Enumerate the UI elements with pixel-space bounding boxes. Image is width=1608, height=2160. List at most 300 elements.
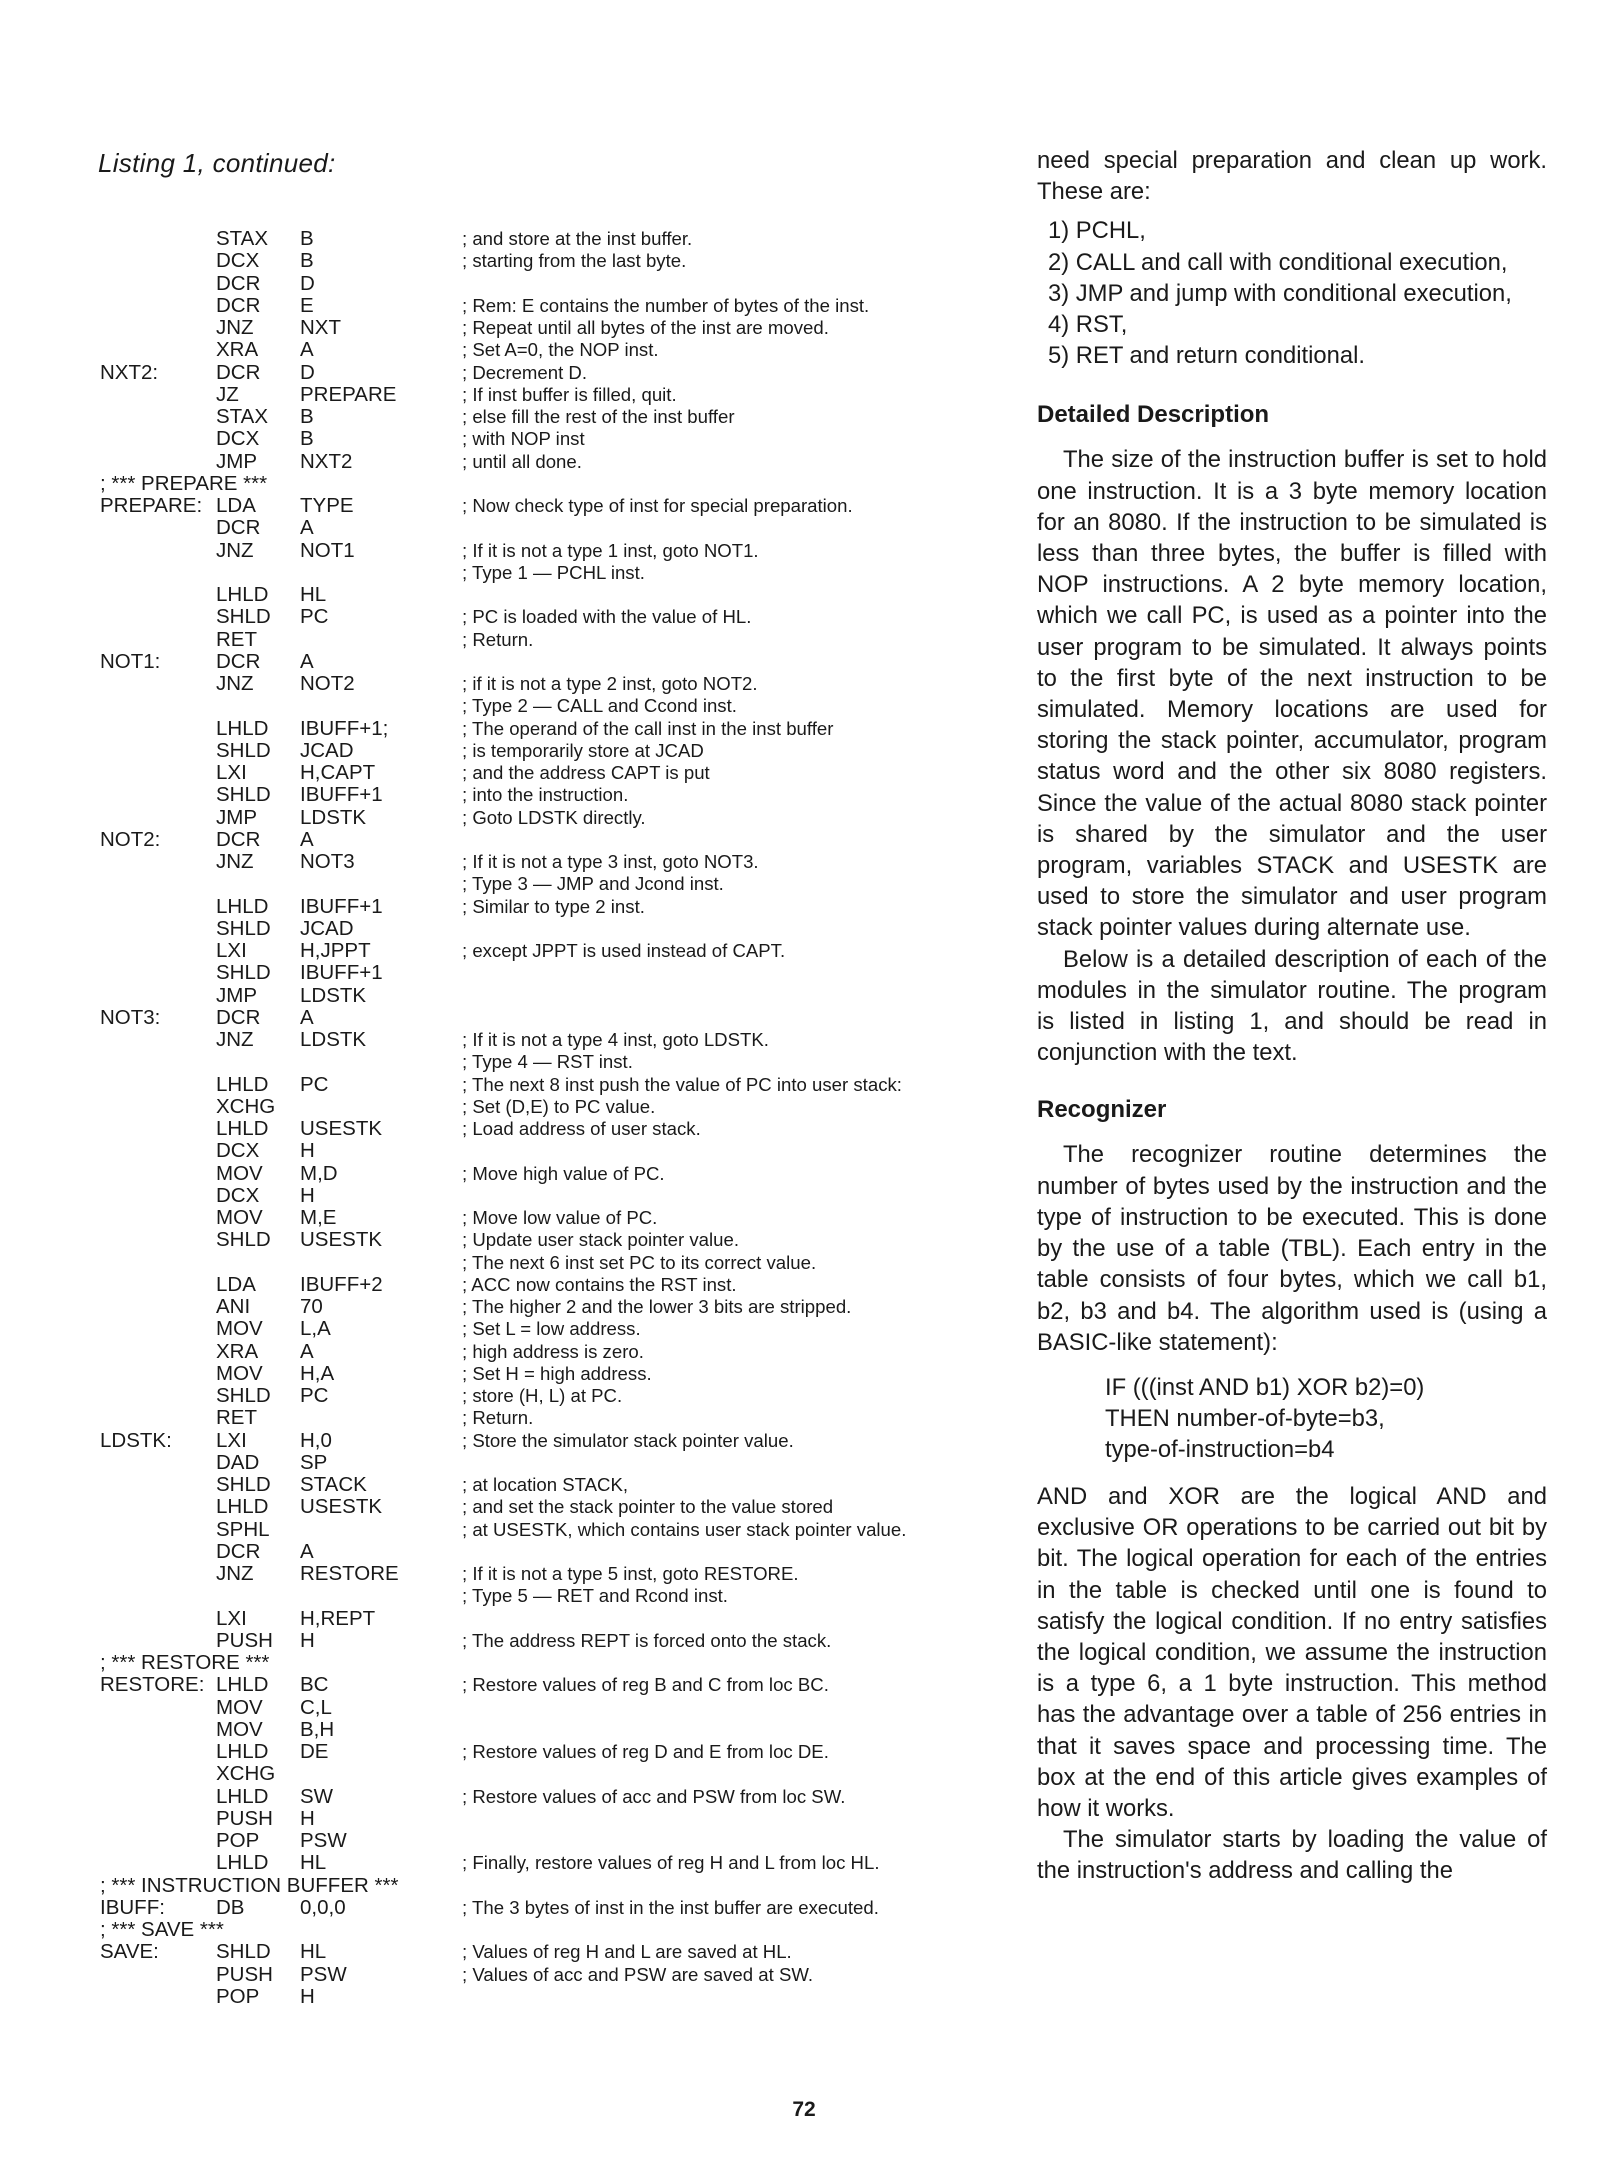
opcode: MOV — [216, 1161, 263, 1185]
comment: ; Return. — [462, 1407, 534, 1429]
listing-line — [100, 695, 1000, 717]
listing-line — [100, 1986, 1000, 2008]
operand: H — [300, 1628, 315, 1652]
comment: ; If it is not a type 3 inst, goto NOT3. — [462, 851, 759, 872]
listing-line — [100, 1274, 1000, 1296]
comment: ; If it is not a type 5 inst, goto RESTORE. — [462, 1563, 799, 1584]
comment: ; Restore values of reg D and E from loc DE. — [462, 1741, 829, 1762]
line-label: NXT2: — [100, 360, 159, 384]
line-label: IBUFF: — [100, 1895, 165, 1919]
operand: HL — [300, 1940, 327, 1964]
opcode: SHLD — [216, 783, 271, 807]
opcode: LHLD — [216, 1784, 269, 1808]
listing-line — [100, 829, 1000, 851]
listing-line — [100, 428, 1000, 450]
operand: B — [300, 427, 314, 451]
opcode: MOV — [216, 1206, 263, 1229]
opcode: LHLD — [216, 583, 269, 606]
listing-line — [100, 629, 1000, 651]
operand: IBUFF+1 — [300, 783, 383, 807]
listing-line — [100, 1229, 1000, 1251]
operand: PC — [300, 605, 329, 629]
listing-line — [100, 1763, 1000, 1785]
opcode: LHLD — [216, 1117, 269, 1140]
operand: A — [300, 1005, 314, 1029]
opcode: LXI — [216, 1428, 247, 1452]
comment: ; and store at the inst buffer. — [462, 228, 693, 249]
line-label: SAVE: — [100, 1940, 159, 1964]
opcode: JNZ — [216, 1028, 254, 1051]
opcode: JNZ — [216, 316, 254, 339]
listing-line — [100, 1852, 1000, 1874]
operand: A — [300, 338, 314, 362]
listing-line — [100, 985, 1000, 1007]
comment: ; If it is not a type 1 inst, goto NOT1. — [462, 539, 759, 561]
section-header-text: ; *** SAVE *** — [100, 1918, 224, 1941]
opcode: XRA — [216, 1339, 259, 1363]
operand: USESTK — [300, 1228, 383, 1252]
listing-line — [100, 339, 1000, 361]
listing-line — [100, 540, 1000, 562]
formula-line: IF (((inst AND b1) XOR b2)=0) — [1105, 1373, 1425, 1401]
special-instruction-list — [1037, 215, 1547, 371]
listing-line — [100, 1185, 1000, 1207]
listing-line — [100, 295, 1000, 317]
listing-line — [100, 1029, 1000, 1051]
operand: LDSTK — [300, 1028, 367, 1051]
comment: ; Finally, restore values of reg H and L from loc HL. — [462, 1852, 880, 1874]
operand: D — [300, 360, 315, 384]
operand: LDSTK — [300, 805, 367, 829]
operand: SP — [300, 1450, 328, 1474]
paragraph: The simulator starts by loading the value of the instruction's address and calling the — [1037, 1826, 1547, 1885]
section-header-text: ; *** RESTORE *** — [100, 1651, 270, 1674]
listing-line — [100, 1674, 1000, 1696]
opcode: LHLD — [216, 1851, 269, 1875]
listing-line — [100, 517, 1000, 539]
operand: NOT1 — [300, 538, 355, 562]
listing-line — [100, 918, 1000, 940]
comment: ; with NOP inst — [462, 428, 585, 450]
comment: ; If it is not a type 4 inst, goto LDSTK. — [462, 1029, 769, 1050]
operand: H,JPPT — [300, 939, 371, 962]
operand: L,A — [300, 1317, 331, 1341]
listing-line — [100, 1897, 1000, 1919]
comment: ; The operand of the call inst in the inst buffer — [462, 717, 834, 739]
paragraph: The recognizer routine determines the number of bytes used by the instruction and the type of instruction to be executed. This is done by the use of a table (TBL). Each entry in the table consists of four bytes, which we call b1, b2, b3 and b4. The algorithm used is (using a BASIC-like statement): — [1037, 1141, 1547, 1356]
opcode: PUSH — [216, 1806, 273, 1830]
operand: PC — [300, 1384, 329, 1407]
opcode: SHLD — [216, 1384, 271, 1407]
comment: ; Type 2 — CALL and Ccond inst. — [462, 695, 737, 717]
operand: 0,0,0 — [300, 1895, 346, 1919]
opcode: MOV — [216, 1361, 263, 1385]
listing-line — [100, 1563, 1000, 1585]
listing-line — [100, 1741, 1000, 1763]
operand: IBUFF+1 — [300, 961, 383, 985]
comment: ; If inst buffer is filled, quit. — [462, 383, 677, 405]
opcode: DCX — [216, 1139, 260, 1163]
listing-line — [100, 1007, 1000, 1029]
operand: NXT2 — [300, 449, 353, 473]
listing-line — [100, 228, 1000, 250]
comment: ; into the instruction. — [462, 784, 629, 806]
listing-line — [100, 1808, 1000, 1830]
intro-text: need special preparation and clean up work. These are: — [1037, 147, 1547, 206]
paragraph: AND and XOR are the logical AND and exclusive OR operations to be carried out bit by bit. The logical operation for each of the entries in the table is checked until one is found to satisfy the logical condition. If no entry satisfies the logical condition, we assume the instruction is a type 6, a 1 byte instruction. This method has the advantage over a table of 256 entries in that it saves space and processing time. The box at the end of this article gives examples of how it works. — [1037, 1482, 1547, 1822]
comment: ; Move low value of PC. — [462, 1207, 658, 1228]
operand: PREPARE — [300, 382, 397, 406]
comment: ; PC is loaded with the value of HL. — [462, 606, 752, 628]
opcode: DCR — [216, 360, 261, 384]
opcode: LHLD — [216, 1673, 269, 1697]
operand: IBUFF+1 — [300, 894, 383, 918]
operand: JCAD — [300, 738, 354, 762]
operand: USESTK — [300, 1117, 383, 1140]
listing-caption: Listing 1, continued: — [98, 148, 336, 178]
opcode: SPHL — [216, 1517, 270, 1541]
opcode: PUSH — [216, 1962, 273, 1986]
listing-line — [100, 1941, 1000, 1963]
opcode: JNZ — [216, 1562, 254, 1585]
comment: ; Load address of user stack. — [462, 1118, 701, 1139]
listing-line — [100, 584, 1000, 606]
listing-line — [100, 1608, 1000, 1630]
operand: C,L — [300, 1695, 332, 1719]
line-label: RESTORE: — [100, 1673, 205, 1697]
opcode: DCX — [216, 427, 260, 451]
listing-line — [100, 1363, 1000, 1385]
comment: ; Goto LDSTK directly. — [462, 806, 646, 828]
comment: ; Type 3 — JMP and Jcond inst. — [462, 873, 724, 895]
list-item: 3) JMP and jump with conditional execution, — [1048, 279, 1512, 307]
operand: STACK — [300, 1473, 367, 1496]
operand: HL — [300, 583, 327, 606]
operand: H — [300, 1984, 315, 2008]
opcode: LXI — [216, 761, 247, 784]
comment: ; is temporarily store at JCAD — [462, 739, 704, 761]
section-heading-recognizer: Recognizer — [1037, 1096, 1167, 1124]
listing-line — [100, 1051, 1000, 1073]
listing-line — [100, 896, 1000, 918]
operand: JCAD — [300, 916, 354, 940]
operand: M,E — [300, 1206, 337, 1229]
algorithm-formula — [1105, 1372, 1547, 1465]
comment: ; at USESTK, which contains user stack pointer value. — [462, 1518, 907, 1540]
opcode: SHLD — [216, 605, 271, 629]
operand: A — [300, 1539, 314, 1563]
listing-line — [100, 740, 1000, 762]
opcode: XCHG — [216, 1094, 276, 1118]
listing-line — [100, 1786, 1000, 1808]
comment: ; Store the simulator stack pointer value. — [462, 1429, 794, 1451]
comment: ; Set (D,E) to PC value. — [462, 1095, 656, 1117]
operand: TYPE — [300, 494, 354, 517]
listing-line — [100, 1096, 1000, 1118]
comment: ; Restore values of reg B and C from loc BC. — [462, 1674, 829, 1696]
listing-line — [100, 1519, 1000, 1541]
operand: PC — [300, 1072, 329, 1096]
operand: A — [300, 649, 314, 673]
listing-line — [100, 1630, 1000, 1652]
comment: ; else fill the rest of the inst buffer — [462, 406, 735, 427]
listing-line — [100, 1474, 1000, 1496]
opcode: MOV — [216, 1695, 263, 1719]
opcode: DCX — [216, 1183, 260, 1207]
opcode: XCHG — [216, 1762, 276, 1786]
comment: ; The higher 2 and the lower 3 bits are stripped. — [462, 1296, 852, 1317]
listing-line — [100, 851, 1000, 873]
opcode: LHLD — [216, 894, 269, 918]
operand: 70 — [300, 1295, 323, 1318]
operand: NOT2 — [300, 672, 355, 695]
opcode: SHLD — [216, 1940, 271, 1964]
comment: ; until all done. — [462, 450, 582, 472]
listing-line — [100, 807, 1000, 829]
operand: H — [300, 1139, 315, 1163]
paragraph: The size of the instruction buffer is set to hold one instruction. It is a 3 byte memory location for an 8080. If the instruction to be simulated is less than three bytes, the buffer is filled with NOP instructions. A 2 byte memory location, which we call PC, is used as a pointer into the user program to be simulated. It always points to the first byte of the next instruction to be simulated. Memory locations are used for storing the stack pointer, accumulator, program status word and the other six 8080 registers. Since the value of the actual 8080 stack pointer is shared by the simulator and the user program, variables STACK and USESTK are used to store the simulator and user program stack pointer values during alternate use. — [1037, 446, 1547, 942]
listing-line — [100, 451, 1000, 473]
listing-line — [100, 1296, 1000, 1318]
listing-line — [100, 1407, 1000, 1429]
operand: BC — [300, 1673, 329, 1697]
opcode: DB — [216, 1895, 245, 1919]
paragraph: Below is a detailed description of each of the modules in the simulator routine. The program is listed in listing 1, and should be read in conjunction with the text. — [1037, 945, 1547, 1067]
comment: ; Set L = low address. — [462, 1318, 641, 1340]
listing-line — [100, 1252, 1000, 1274]
opcode: JNZ — [216, 850, 254, 873]
operand: H,CAPT — [300, 761, 376, 784]
formula-line: THEN number-of-byte=b3, — [1105, 1404, 1385, 1432]
comment: ; and the address CAPT is put — [462, 762, 710, 783]
operand: M,D — [300, 1161, 338, 1185]
list-item: 1) PCHL, — [1048, 217, 1146, 245]
comment: ; Set A=0, the NOP inst. — [462, 339, 659, 361]
listing-line — [100, 1496, 1000, 1518]
comment: ; Repeat until all bytes of the inst are moved. — [462, 317, 829, 338]
listing-line — [100, 1585, 1000, 1607]
listing-line — [100, 1385, 1000, 1407]
opcode: POP — [216, 1829, 260, 1852]
comment: ; Type 1 — PCHL inst. — [462, 561, 645, 583]
listing-line — [100, 962, 1000, 984]
operand: HL — [300, 1851, 327, 1875]
listing-line — [100, 1318, 1000, 1340]
listing-line — [100, 873, 1000, 895]
listing-line — [100, 273, 1000, 295]
formula-line: type-of-instruction=b4 — [1105, 1435, 1335, 1463]
line-label: NOT2: — [100, 827, 161, 851]
section-heading-detailed-description: Detailed Description — [1037, 401, 1270, 429]
opcode: SHLD — [216, 1228, 271, 1252]
operand: SW — [300, 1784, 334, 1808]
listing-section-header — [100, 1875, 1000, 1897]
opcode: DCX — [216, 249, 260, 273]
opcode: DAD — [216, 1450, 260, 1474]
operand: D — [300, 271, 315, 295]
comment: ; Type 4 — RST inst. — [462, 1051, 633, 1073]
list-item: 4) RST, — [1048, 311, 1128, 339]
operand: USESTK — [300, 1495, 383, 1519]
comment: ; Rem: E contains the number of bytes of the inst. — [462, 294, 870, 316]
listing-line — [100, 1541, 1000, 1563]
comment: ; ACC now contains the RST inst. — [462, 1273, 737, 1295]
article-text-column — [1037, 145, 1547, 1887]
comment: ; starting from the last byte. — [462, 250, 687, 272]
listing-line — [100, 651, 1000, 673]
opcode: ANI — [216, 1295, 251, 1318]
operand: NOT3 — [300, 850, 355, 873]
opcode: DCR — [216, 1005, 261, 1029]
listing-line — [100, 1964, 1000, 1986]
opcode: SHLD — [216, 1473, 271, 1496]
listing-line — [100, 606, 1000, 628]
opcode: LHLD — [216, 1740, 269, 1763]
opcode: JMP — [216, 983, 257, 1007]
listing-line — [100, 762, 1000, 784]
listing-line — [100, 718, 1000, 740]
listing-line — [100, 1140, 1000, 1162]
operand: A — [300, 516, 314, 540]
opcode: RET — [216, 1406, 257, 1430]
operand: B — [300, 405, 314, 428]
opcode: JMP — [216, 805, 257, 829]
listing-line — [100, 1430, 1000, 1452]
opcode: SHLD — [216, 961, 271, 985]
operand: H,A — [300, 1361, 335, 1385]
opcode: SHLD — [216, 916, 271, 940]
operand: H,0 — [300, 1428, 332, 1452]
line-label: NOT1: — [100, 649, 161, 673]
comment: ; store (H, L) at PC. — [462, 1385, 623, 1406]
opcode: LDA — [216, 1272, 256, 1296]
comment: ; The address REPT is forced onto the stack. — [462, 1629, 832, 1651]
opcode: POP — [216, 1984, 260, 2008]
operand: PSW — [300, 1829, 347, 1852]
operand: H — [300, 1806, 315, 1830]
operand: RESTORE — [300, 1562, 399, 1585]
opcode: MOV — [216, 1717, 263, 1741]
page-number: 72 — [792, 2098, 816, 2121]
operand: PSW — [300, 1962, 347, 1986]
line-label: LDSTK: — [100, 1428, 172, 1452]
listing-line — [100, 940, 1000, 962]
opcode: DCR — [216, 271, 261, 295]
listing-section-header — [100, 1919, 1000, 1941]
opcode: JNZ — [216, 538, 254, 562]
list-item: 5) RET and return conditional. — [1048, 342, 1366, 370]
code-listing — [100, 228, 1000, 2008]
listing-section-header — [100, 473, 1000, 495]
operand: DE — [300, 1740, 329, 1763]
listing-line — [100, 406, 1000, 428]
operand: B — [300, 249, 314, 273]
comment: ; Update user stack pointer value. — [462, 1229, 739, 1251]
opcode: LXI — [216, 939, 247, 962]
comment: ; Similar to type 2 inst. — [462, 895, 645, 917]
listing-section-header — [100, 1652, 1000, 1674]
comment: ; Return. — [462, 628, 534, 650]
opcode: MOV — [216, 1317, 263, 1341]
operand: NXT — [300, 316, 341, 339]
listing-line — [100, 1207, 1000, 1229]
comment: ; Values of acc and PSW are saved at SW. — [462, 1963, 814, 1985]
comment: ; Values of reg H and L are saved at HL. — [462, 1941, 792, 1963]
operand: H — [300, 1183, 315, 1207]
opcode: STAX — [216, 405, 269, 428]
listing-line — [100, 250, 1000, 272]
listing-line — [100, 1163, 1000, 1185]
listing-line — [100, 1341, 1000, 1363]
line-label: PREPARE: — [100, 494, 203, 517]
section-header-text: ; *** PREPARE *** — [100, 471, 268, 495]
listing-line — [100, 317, 1000, 339]
operand: E — [300, 293, 314, 317]
comment: ; The next 6 inst set PC to its correct value. — [462, 1251, 817, 1273]
comment: ; Decrement D. — [462, 361, 588, 383]
operand: B,H — [300, 1717, 335, 1741]
opcode: DCR — [216, 1539, 261, 1563]
listing-line — [100, 362, 1000, 384]
line-label: NOT3: — [100, 1005, 161, 1029]
opcode: JNZ — [216, 672, 254, 695]
comment: ; and set the stack pointer to the value stored — [462, 1496, 834, 1518]
opcode: PUSH — [216, 1628, 273, 1652]
listing-line — [100, 673, 1000, 695]
comment: ; high address is zero. — [462, 1340, 644, 1362]
opcode: JMP — [216, 449, 257, 473]
listing-line — [100, 1697, 1000, 1719]
opcode: LHLD — [216, 1495, 269, 1519]
opcode: DCR — [216, 649, 261, 673]
listing-line — [100, 562, 1000, 584]
opcode: STAX — [216, 227, 269, 250]
listing-line — [100, 1452, 1000, 1474]
comment: ; The next 8 inst push the value of PC into user stack: — [462, 1073, 902, 1095]
operand: A — [300, 827, 314, 851]
operand: B — [300, 227, 314, 250]
comment: ; Set H = high address. — [462, 1362, 652, 1384]
operand: IBUFF+2 — [300, 1272, 383, 1296]
listing-line — [100, 1074, 1000, 1096]
list-item: 2) CALL and call with conditional execution, — [1048, 248, 1508, 276]
opcode: DCR — [216, 827, 261, 851]
comment: ; at location STACK, — [462, 1474, 629, 1495]
comment: ; Now check type of inst for special preparation. — [462, 495, 853, 516]
comment: ; Restore values of acc and PSW from loc SW. — [462, 1785, 846, 1807]
opcode: DCR — [216, 293, 261, 317]
opcode: LDA — [216, 494, 256, 517]
opcode: RET — [216, 627, 257, 651]
comment: ; if it is not a type 2 inst, goto NOT2. — [462, 673, 758, 694]
opcode: SHLD — [216, 738, 271, 762]
comment: ; Type 5 — RET and Rcond inst. — [462, 1585, 728, 1607]
operand: IBUFF+1; — [300, 716, 389, 740]
operand: H,REPT — [300, 1606, 376, 1630]
comment: ; Move high value of PC. — [462, 1162, 665, 1184]
listing-line — [100, 1830, 1000, 1852]
opcode: LXI — [216, 1606, 247, 1630]
opcode: DCR — [216, 516, 261, 540]
comment: ; except JPPT is used instead of CAPT. — [462, 940, 786, 961]
listing-line — [100, 784, 1000, 806]
operand: LDSTK — [300, 983, 367, 1007]
listing-line — [100, 384, 1000, 406]
listing-line — [100, 495, 1000, 517]
opcode: JZ — [216, 382, 239, 406]
opcode: LHLD — [216, 1072, 269, 1096]
section-header-text: ; *** INSTRUCTION BUFFER *** — [100, 1873, 399, 1897]
